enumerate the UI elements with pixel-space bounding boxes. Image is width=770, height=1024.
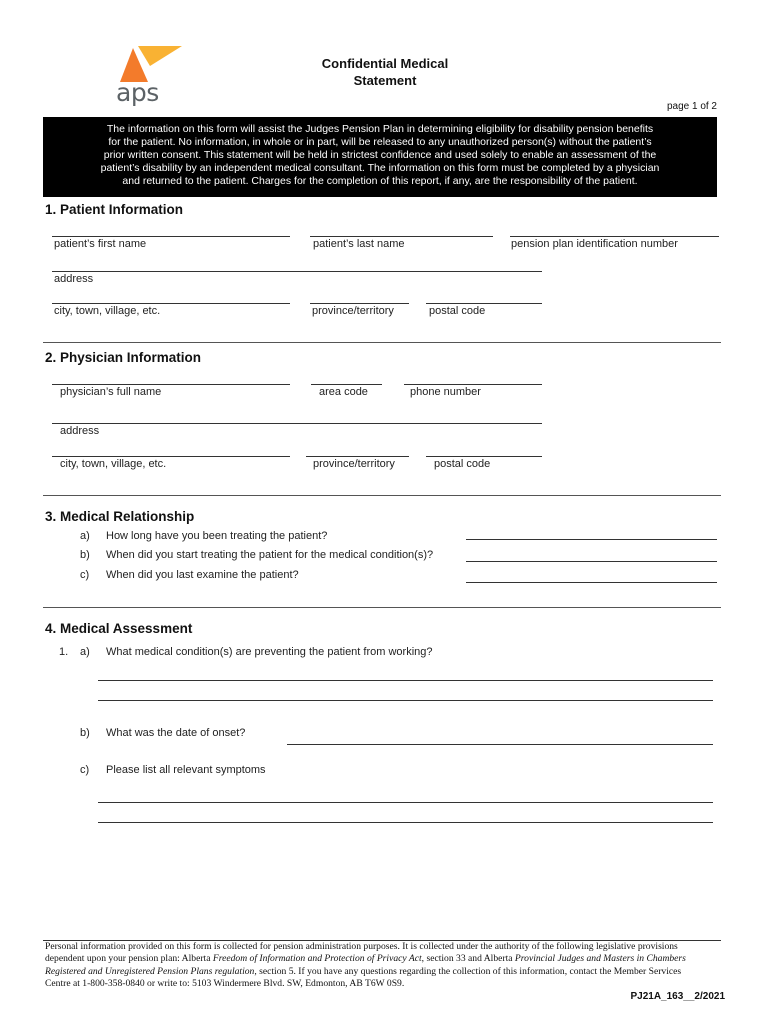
section-divider bbox=[43, 342, 721, 343]
area-code-label: area code bbox=[319, 386, 368, 398]
patient-province-field[interactable] bbox=[310, 286, 409, 302]
physician-name-label: physician’s full name bbox=[60, 386, 162, 398]
question-text: When did you last examine the patient? bbox=[106, 569, 299, 581]
physician-postal-label: postal code bbox=[434, 458, 491, 470]
privacy-act-name: Freedom of Information and Protection of Privacy Act bbox=[212, 953, 422, 965]
symptoms-field[interactable] bbox=[98, 785, 713, 801]
regulation-name: Registered and Unregistered Pension Plans regulation bbox=[45, 965, 255, 977]
patient-last-name-line bbox=[310, 236, 493, 237]
intro-notice bbox=[43, 117, 717, 197]
question-letter: a) bbox=[80, 646, 90, 658]
area-code-field[interactable] bbox=[311, 367, 382, 383]
section-divider bbox=[43, 607, 721, 608]
section1-heading: 1. Patient Information bbox=[45, 202, 184, 217]
intro-line: prior written consent. This statement will be held in strictest confidence and used solely to enable an assessment of the bbox=[103, 149, 657, 161]
answer-line bbox=[98, 802, 713, 803]
patient-first-name-field[interactable] bbox=[52, 219, 290, 235]
patient-postal-label: postal code bbox=[429, 305, 486, 317]
patient-postal-line bbox=[426, 303, 542, 304]
treatment-start-field[interactable] bbox=[466, 544, 717, 560]
page-number: page 1 of 2 bbox=[666, 101, 717, 112]
question-text: What was the date of onset? bbox=[106, 727, 246, 739]
patient-first-name-label: patient’s first name bbox=[54, 238, 147, 250]
patient-last-name-label: patient’s last name bbox=[313, 238, 405, 250]
answer-line bbox=[466, 539, 717, 540]
patient-address-field[interactable] bbox=[52, 253, 542, 269]
question-letter: b) bbox=[80, 549, 90, 561]
pension-id-line bbox=[510, 236, 719, 237]
physician-name-line bbox=[52, 384, 290, 385]
answer-line bbox=[466, 561, 717, 562]
physician-address-label: address bbox=[60, 425, 100, 437]
patient-city-label: city, town, village, etc. bbox=[54, 305, 161, 317]
question-number: 1. bbox=[59, 646, 69, 658]
patient-address-label: address bbox=[54, 273, 94, 285]
phone-number-line bbox=[404, 384, 542, 385]
answer-line bbox=[98, 700, 713, 701]
answer-line bbox=[98, 822, 713, 823]
question-letter: c) bbox=[80, 764, 90, 776]
section-divider bbox=[43, 495, 721, 496]
treatment-duration-field[interactable] bbox=[466, 522, 717, 538]
physician-province-field[interactable] bbox=[306, 439, 409, 455]
question-text: Please list all relevant symptoms bbox=[106, 764, 266, 776]
patient-city-field[interactable] bbox=[52, 286, 290, 302]
physician-province-line bbox=[306, 456, 409, 457]
pension-id-field[interactable] bbox=[510, 219, 719, 235]
form-title-line2: Statement bbox=[353, 73, 417, 88]
privacy-text: , section 33 and Alberta bbox=[421, 953, 515, 965]
answer-line bbox=[98, 680, 713, 681]
physician-city-label: city, town, village, etc. bbox=[60, 458, 167, 470]
patient-province-line bbox=[310, 303, 409, 304]
symptoms-field-2[interactable] bbox=[98, 805, 713, 821]
intro-line: for the patient. No information, in whole or in part, will be released to any unauthorized person(s) without the patient’s bbox=[108, 136, 652, 148]
question-letter: c) bbox=[80, 569, 90, 581]
area-code-line bbox=[311, 384, 382, 385]
onset-date-field[interactable] bbox=[287, 727, 713, 743]
patient-province-label: province/territory bbox=[312, 305, 394, 317]
physician-address-line bbox=[52, 423, 542, 424]
section2-heading: 2. Physician Information bbox=[45, 350, 202, 365]
physician-name-field[interactable] bbox=[52, 367, 290, 383]
physician-city-line bbox=[52, 456, 290, 457]
patient-address-line bbox=[52, 271, 542, 272]
section4-heading: 4. Medical Assessment bbox=[45, 621, 193, 636]
privacy-line: Personal information provided on this form is collected for pension administration purposes. It is collected under the authority of the following legislative provisions bbox=[45, 941, 678, 952]
privacy-line: Centre at 1-800-358-0840 or write to: 5103 Windermere Blvd. SW, Edmonton, AB T6W 0S9. bbox=[45, 977, 405, 989]
physician-address-field[interactable] bbox=[52, 406, 542, 422]
question-text: How long have you been treating the patient? bbox=[106, 530, 328, 542]
question-text: What medical condition(s) are preventing the patient from working? bbox=[106, 646, 433, 658]
question-letter: b) bbox=[80, 727, 90, 739]
section3-heading: 3. Medical Relationship bbox=[45, 509, 195, 524]
question-letter: a) bbox=[80, 530, 90, 542]
physician-postal-field[interactable] bbox=[426, 439, 542, 455]
physician-postal-line bbox=[426, 456, 542, 457]
regulation-name: Provincial Judges and Masters in Chambers bbox=[514, 953, 686, 965]
pension-id-label: pension plan identification number bbox=[511, 238, 678, 250]
intro-line: and returned to the patient. Charges for the completion of this report, if any, are the responsibility of the patient. bbox=[122, 175, 638, 187]
medical-conditions-field[interactable] bbox=[98, 663, 713, 679]
privacy-text: dependent upon your pension plan: Alberta bbox=[45, 953, 213, 965]
privacy-text: , section 5. If you have any questions regarding the collection of this information, contact the Member Services bbox=[254, 965, 682, 977]
answer-line bbox=[466, 582, 717, 583]
form-code: PJ21A_163__2/2021 bbox=[630, 991, 725, 1002]
form-title-line1: Confidential Medical bbox=[321, 56, 449, 71]
form-title bbox=[290, 55, 480, 89]
physician-city-field[interactable] bbox=[52, 439, 290, 455]
intro-line: patient’s disability by an independent medical consultant. The information on this form must be completed by a physician bbox=[100, 162, 660, 174]
aps-logo-text: aps bbox=[116, 78, 159, 107]
patient-postal-field[interactable] bbox=[426, 286, 542, 302]
patient-last-name-field[interactable] bbox=[310, 219, 493, 235]
physician-province-label: province/territory bbox=[313, 458, 395, 470]
last-exam-field[interactable] bbox=[466, 565, 717, 581]
phone-number-label: phone number bbox=[410, 386, 481, 398]
answer-line bbox=[287, 744, 713, 745]
patient-first-name-line bbox=[52, 236, 290, 237]
patient-city-line bbox=[52, 303, 290, 304]
aps-logo bbox=[112, 44, 184, 110]
privacy-line bbox=[45, 966, 725, 978]
privacy-line bbox=[45, 953, 725, 965]
question-text: When did you start treating the patient for the medical condition(s)? bbox=[106, 549, 434, 561]
intro-line: The information on this form will assist the Judges Pension Plan in determining eligibility for disability pension benefits bbox=[106, 123, 654, 135]
phone-number-field[interactable] bbox=[404, 367, 542, 383]
privacy-notice bbox=[45, 941, 725, 990]
medical-conditions-field-2[interactable] bbox=[98, 683, 713, 699]
